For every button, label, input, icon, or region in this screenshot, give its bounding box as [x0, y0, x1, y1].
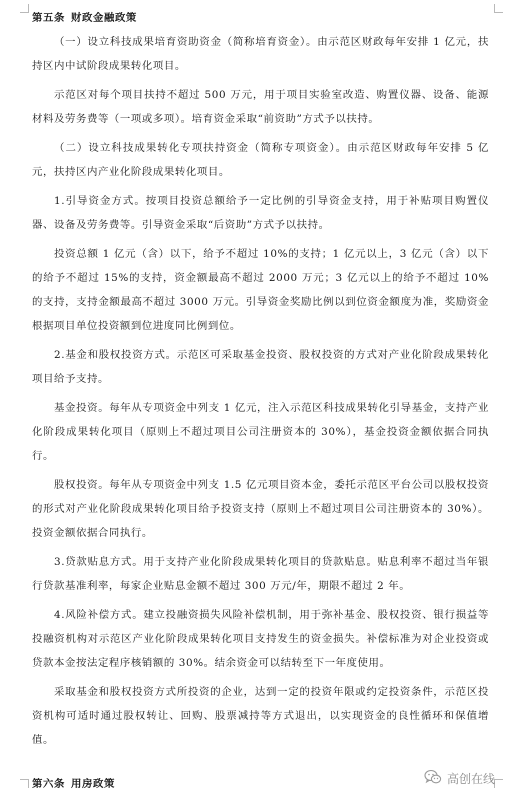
paragraph: （一）设立科技成果培育资助资金（简称培育资金）。由示范区财政每年安排 1 亿元，扶持区内中试阶段成果转化项目。	[32, 36, 489, 72]
crop-mark-top-left	[20, 4, 29, 13]
paragraph: 3.贷款贴息方式。用于支持产业化阶段成果转化项目的贷款贴息。贴息利率不超过当年银行贷款基准利率，每家企业贴息金额不超过 300 万元/年，期限不超过 2 年。	[32, 556, 489, 592]
paragraph: 投资总额 1 亿元（含）以下，给予不超过 10%的支持；1 亿元以上，3 亿元（含）以下的给予不超过 15%的支持，资金额最高不超过 2000 万元；3 亿元以上的给予不超过 10%的支持，支持金额最高不超过 3000 万元。引导资金奖励比例以到位资金额度为准，奖励资金根据项目单位投资额到位进度同比例到位。	[32, 248, 489, 332]
section-number: 第五条	[32, 12, 65, 24]
paragraph: 4.风险补偿方式。建立投融资损失风险补偿机制，用于弥补基金、股权投资、银行损益等投融资机构对示范区产业化阶段成果转化项目支持发生的资金损失。补偿标准为对企业投资或贷款本金按法定程序核销额的 30%。结余资金可以结转至下一年度使用。	[32, 609, 489, 669]
document-body	[32, 6, 489, 757]
watermark	[424, 768, 495, 788]
paragraph: （二）设立科技成果转化专项扶持资金（简称专项资金）。由示范区财政每年安排 5 亿元，扶持区内产业化阶段成果转化项目。	[32, 142, 489, 178]
paragraph: 基金投资。每年从专项资金中列支 1 亿元，注入示范区科技成果转化引导基金，支持产业化阶段成果转化项目（原则上不超过项目公司注册资本的 30%），基金投资金额依据合同执行。	[32, 402, 489, 462]
paragraph: 股权投资。每年从专项资金中列支 1.5 亿元项目资本金，委托示范区平台公司以股权投资的形式对产业化阶段成果转化项目给予投资支持（原则上不超过项目公司注册资本的 30%）。投资金额依据合同执行。	[32, 479, 489, 539]
crop-mark-bottom-left	[20, 779, 29, 788]
watermark-text: 高创在线	[447, 771, 496, 786]
paragraph: 示范区对每个项目扶持不超过 500 万元，用于项目实验室改造、购置仪器、设备、能源材料及劳务费等（一项或多项）。培育资金采取“前资助”方式予以扶持。	[32, 89, 489, 125]
wechat-icon	[424, 769, 442, 788]
paragraph: 1.引导资金方式。按项目投资总额给予一定比例的引导资金支持，用于补贴项目购置仪器、设备及劳务费等。引导资金采取“后资助”方式予以扶持。	[32, 195, 489, 231]
paragraph: 2.基金和股权投资方式。示范区可采取基金投资、股权投资的方式对产业化阶段成果转化项目给予支持。	[32, 349, 489, 385]
section-title: 财政金融政策	[70, 12, 137, 24]
crop-mark-bottom-right	[494, 779, 503, 788]
section-number: 第六条	[32, 778, 65, 790]
section-heading-next	[32, 775, 115, 790]
paragraph: 采取基金和股权投资方式所投资的企业，达到一定的投资年限或约定投资条件，示范区投资机构可适时通过股权转让、回购、股票减持等方式退出，以实现资金的良性循环和保值增值。	[32, 686, 489, 746]
section-heading	[32, 6, 489, 30]
section-title: 用房政策	[70, 778, 115, 790]
crop-mark-top-right	[494, 4, 503, 13]
